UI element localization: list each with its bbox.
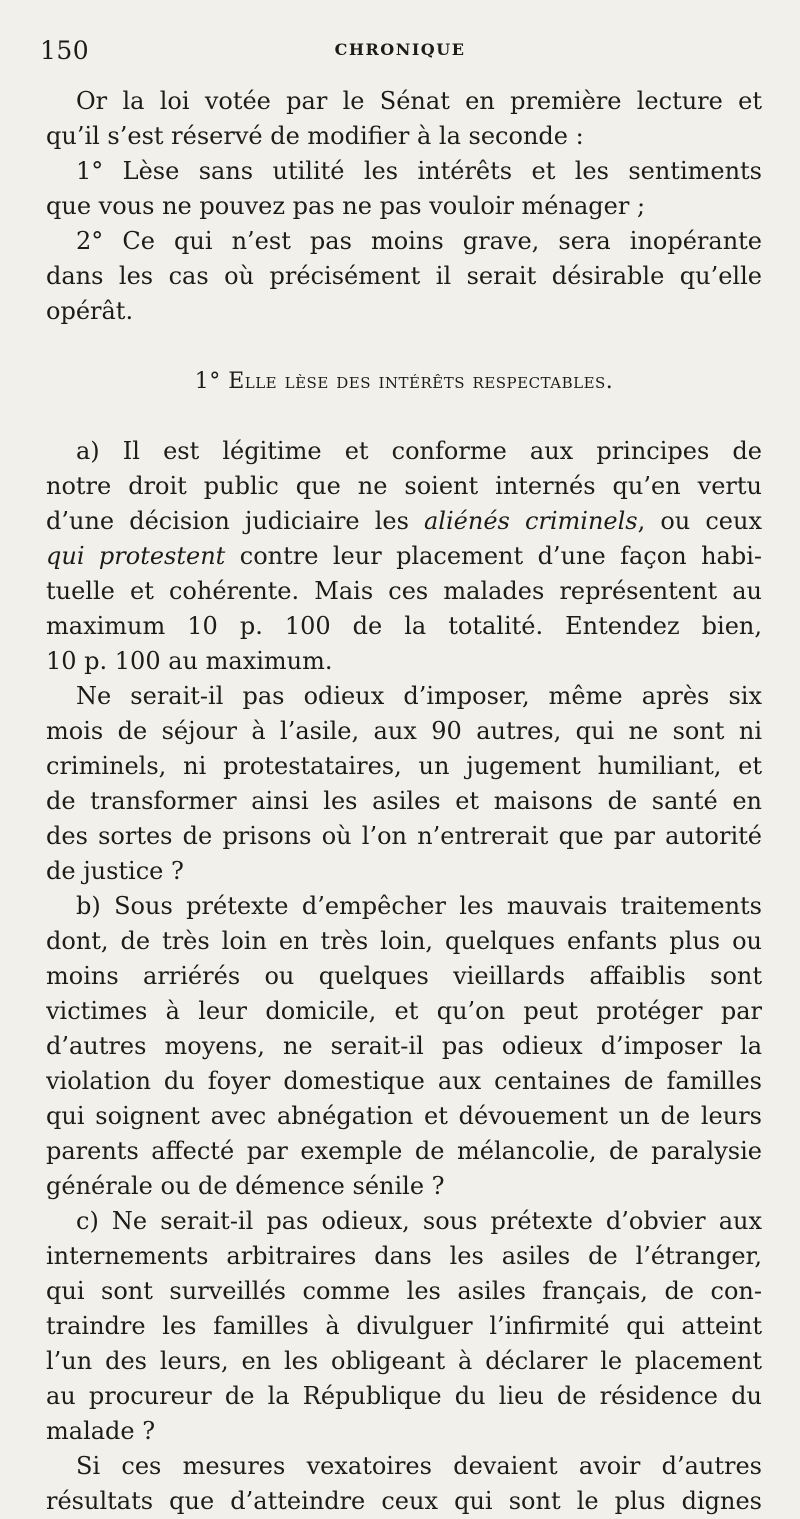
text-line: moins arriérés ou quelques vieillards affaiblis sont [46, 962, 762, 990]
paragraph-last [46, 1449, 762, 1519]
text-run: , ou ceux [637, 507, 762, 535]
text-line: notre droit public que ne soient internés qu’en vertu [46, 472, 762, 500]
text-line: traindre les familles à divulguer l’infirmité qui atteint [46, 1312, 762, 1340]
section-heading [46, 364, 762, 399]
paragraph-point-2 [46, 224, 762, 329]
page-number: 150 [40, 36, 90, 65]
text-line: violation du foyer domestique aux centaines de familles [46, 1067, 762, 1095]
text-line: que vous ne pouvez pas ne pas vouloir ménager ; [46, 192, 646, 220]
text-line: parents affecté par exemple de mélancolie, de paralysie [46, 1137, 762, 1165]
text-line: Ne serait-il pas odieux d’imposer, même après six [76, 682, 762, 710]
text-line: malade ? [46, 1417, 156, 1445]
italic-run: aliénés criminels [424, 507, 638, 535]
text-line: Si ces mesures vexatoires devaient avoir d’autres [76, 1452, 762, 1480]
text-line: qui soignent avec abnégation et dévouement un de leurs [46, 1102, 762, 1130]
text-line: opérât. [46, 297, 134, 325]
text-line: qu’il s’est réservé de modifier à la seconde : [46, 122, 584, 150]
text-line [46, 539, 762, 574]
text-line: résultats que d’atteindre ceux qui sont le plus dignes [46, 1487, 762, 1515]
section-title: Elle lèse des intérêts respectables. [228, 369, 614, 394]
text-line [46, 504, 762, 539]
text-line: criminels, ni protestataires, un jugement humiliant, et [46, 752, 762, 780]
text-line: tuelle et cohérente. Mais ces malades représentent au [46, 577, 762, 605]
body-text [46, 84, 762, 1519]
text-run: contre leur placement d’une façon habi- [225, 542, 762, 570]
paragraph-a [46, 434, 762, 679]
text-line: victimes à leur domicile, et qu’on peut protéger par [46, 997, 762, 1025]
paragraph-point-1 [46, 154, 762, 224]
spacer [46, 399, 762, 434]
text-line: de justice ? [46, 857, 184, 885]
text-run: d’une décision judiciaire les [46, 507, 424, 535]
text-line: générale ou de démence sénile ? [46, 1172, 445, 1200]
text-line: internements arbitraires dans les asiles de l’étranger, [46, 1242, 762, 1270]
text-line: b) Sous prétexte d’empêcher les mauvais traitements [76, 892, 762, 920]
text-line: 1° Lèse sans utilité les intérêts et les sentiments [76, 157, 762, 185]
spacer [46, 329, 762, 364]
text-line: qui sont surveillés comme les asiles français, de con- [46, 1277, 762, 1305]
running-head: CHRONIQUE [334, 40, 466, 59]
text-line: c) Ne serait-il pas odieux, sous prétexte d’obvier aux [76, 1207, 762, 1235]
section-number: 1° [194, 369, 221, 394]
text-line: des sortes de prisons où l’on n’entrerait que par autorité [46, 822, 762, 850]
paragraph-intro [46, 84, 762, 154]
italic-run: qui protestent [46, 542, 226, 570]
text-line: Or la loi votée par le Sénat en première lecture et [76, 87, 762, 115]
text-line: dont, de très loin en très loin, quelques enfants plus ou [46, 927, 762, 955]
text-line: dans les cas où précisément il serait désirable qu’elle [46, 262, 762, 290]
page-header [40, 36, 760, 64]
paragraph-c [46, 1204, 762, 1449]
text-line: de transformer ainsi les asiles et maisons de santé en [46, 787, 762, 815]
text-line: au procureur de la République du lieu de résidence du [46, 1382, 762, 1410]
text-line: d’autres moyens, ne serait-il pas odieux d’imposer la [46, 1032, 762, 1060]
text-line: l’un des leurs, en les obligeant à déclarer le placement [46, 1347, 762, 1375]
text-line: 2° Ce qui n’est pas moins grave, sera inopérante [76, 227, 762, 255]
paragraph-b [46, 889, 762, 1204]
text-line: a) Il est légitime et conforme aux principes de [76, 437, 762, 465]
text-line: 10 p. 100 au maximum. [46, 647, 333, 675]
paragraph-odieux [46, 679, 762, 889]
text-line: mois de séjour à l’asile, aux 90 autres, qui ne sont ni [46, 717, 762, 745]
text-line: maximum 10 p. 100 de la totalité. Entendez bien, [46, 612, 762, 640]
